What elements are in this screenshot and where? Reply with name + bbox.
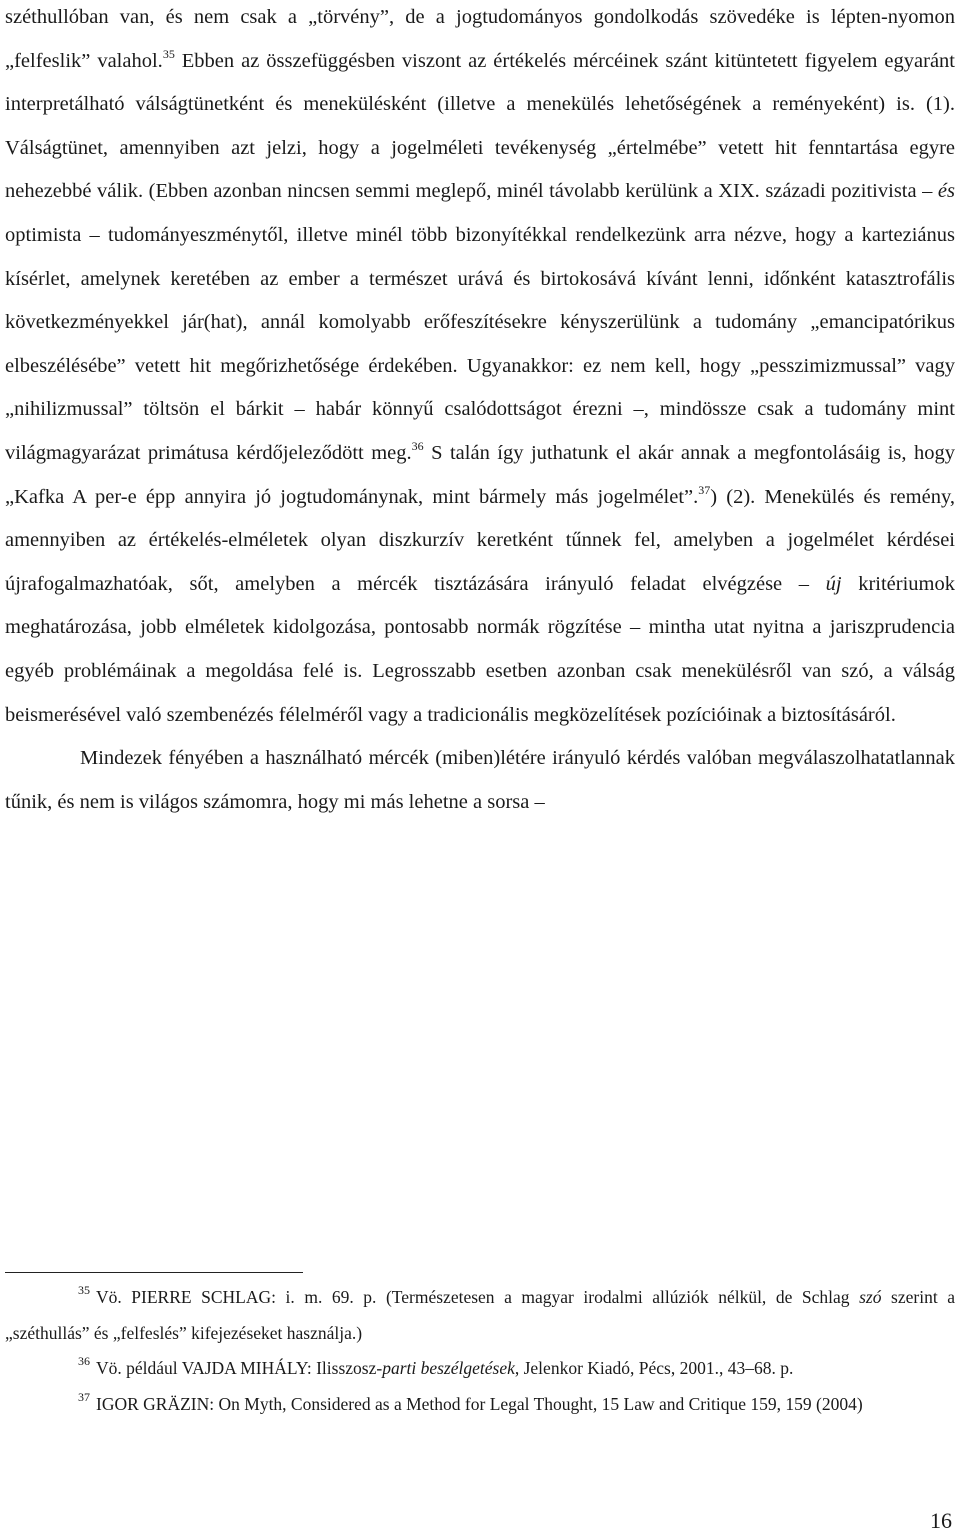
- footnote-35: [5, 1280, 955, 1351]
- paragraph-1-part-3: optimista – tudományeszménytől, illetve minél több bizonyítékkal rendelkezünk arra nézve, hogy a karteziánus kísérlet, amelynek keretében az ember a természet urává és birtokosává kívánt lenni, időnként katasztrofális következményekkel jár(hat), annál komolyabb erőfeszítésekre kényszerülünk a tudomány „emancipatórikus elbeszélésébe” vetett hit megőrizhetősége érdekében. Ugyanakkor: ez nem kell, hogy „pesszimizmussal” vagy „nihilizmussal” töltsön el bárkit – habár könnyű csalódottságot érezni –, mindössze csak a tudomány mint világmagyarázat primátusa kérdőjeleződött meg.: [5, 223, 955, 464]
- body-text: [5, 0, 955, 824]
- footnote-ref-35[interactable]: 35: [162, 46, 175, 61]
- footnote-37-text: IGOR GRÄZIN: On Myth, Considered as a Method for Legal Thought, 15 Law and Critique 159, 159 (2004): [96, 1393, 863, 1414]
- paragraph-1-part-6: kritériumok meghatározása, jobb elméletek kidolgozása, pontosabb normák rögzítése – mintha utat nyitna a jariszprudencia egyéb problémáinak a megoldása felé is. Legrosszabb esetben azonban csak menekülésről van szó, a válság beismerésével való szembenézés félelméről vagy a tradicionális megközelítések pozícióinak a biztosításáról.: [5, 572, 955, 726]
- paragraph-1: [5, 0, 955, 737]
- emphasis-uj: új: [825, 572, 842, 595]
- emphasis-es: és: [937, 180, 955, 203]
- footnote-35-part-1: Vö. PIERRE SCHLAG: i. m. 69. p. (Természetesen a magyar irodalmi allúziók nélkül, de Schlag: [96, 1287, 860, 1307]
- footnote-35-emphasis: szó: [859, 1287, 882, 1307]
- footnote-number: 37: [78, 1389, 90, 1404]
- footnote-number: 35: [78, 1283, 90, 1297]
- footnote-36: [5, 1351, 955, 1387]
- footnote-37: [5, 1387, 955, 1423]
- footnote-ref-36[interactable]: 36: [411, 438, 424, 453]
- paragraph-1-part-4: S talán így juthatunk el akár annak a megfontolásáig is, hogy „Kafka A per-e épp annyira jó jogtudománynak, mint bármely más jogelmélet”.: [5, 441, 956, 508]
- paragraph-1-part-2: Ebben az összefüggésben viszont az értékelés mércéinek szánt kitüntetett figyelem egyaránt interpretálható válságtünetként és menekülésként (illetve a menekülés lehetőségének a reményeként) is. (1). Válságtünet, amennyiben azt jelzi, hogy a jogelméleti tevékenység „értelmébe” vetett hit fenntartása egyre nehezebbé válik. (Ebben azonban nincsen semmi meglepő, minél távolabb kerülünk a XIX. századi pozitivista –: [5, 49, 955, 203]
- paragraph-2: Mindezek fényében a használható mércék (miben)létére irányuló kérdés valóban megválaszolhatatlannak tűnik, és nem is világos számomra, hogy mi más lehetne a sorsa –: [5, 747, 955, 813]
- footnotes: [5, 1280, 955, 1422]
- footnote-36-part-2: , Jelenkor Kiadó, Pécs, 2001., 43–68. p.: [514, 1358, 794, 1378]
- footnote-ref-37[interactable]: 37: [698, 482, 711, 497]
- footnote-separator: [5, 1272, 303, 1273]
- paragraph-1-part-5: ) (2). Menekülés és remény, amennyiben az értékelés-elméletek olyan diszkurzív keretként tűnnek fel, amelyben a jogelmélet kérdései újrafogalmazhatóak, sőt, amelyben a mércék tisztázására irányuló feladat elvégzése –: [5, 485, 955, 595]
- footnote-36-part-1: Vö. például VAJDA MIHÁLY: Ilisszosz-: [96, 1358, 383, 1378]
- footnote-number: 36: [78, 1354, 90, 1368]
- footnote-35-part-2: szerint a „széthullás” és „felfeslés” kifejezéseket használja.): [5, 1287, 955, 1343]
- footnote-36-emphasis: parti beszélgetések: [382, 1358, 515, 1378]
- document-page: [5, 0, 955, 824]
- page-number: 16: [930, 1508, 952, 1533]
- paragraph-1-part-1: széthullóban van, és nem csak a „törvény”, de a jogtudományos gondolkodás szövedéke is lépten-nyomon „felfeslik” valahol.: [5, 6, 955, 72]
